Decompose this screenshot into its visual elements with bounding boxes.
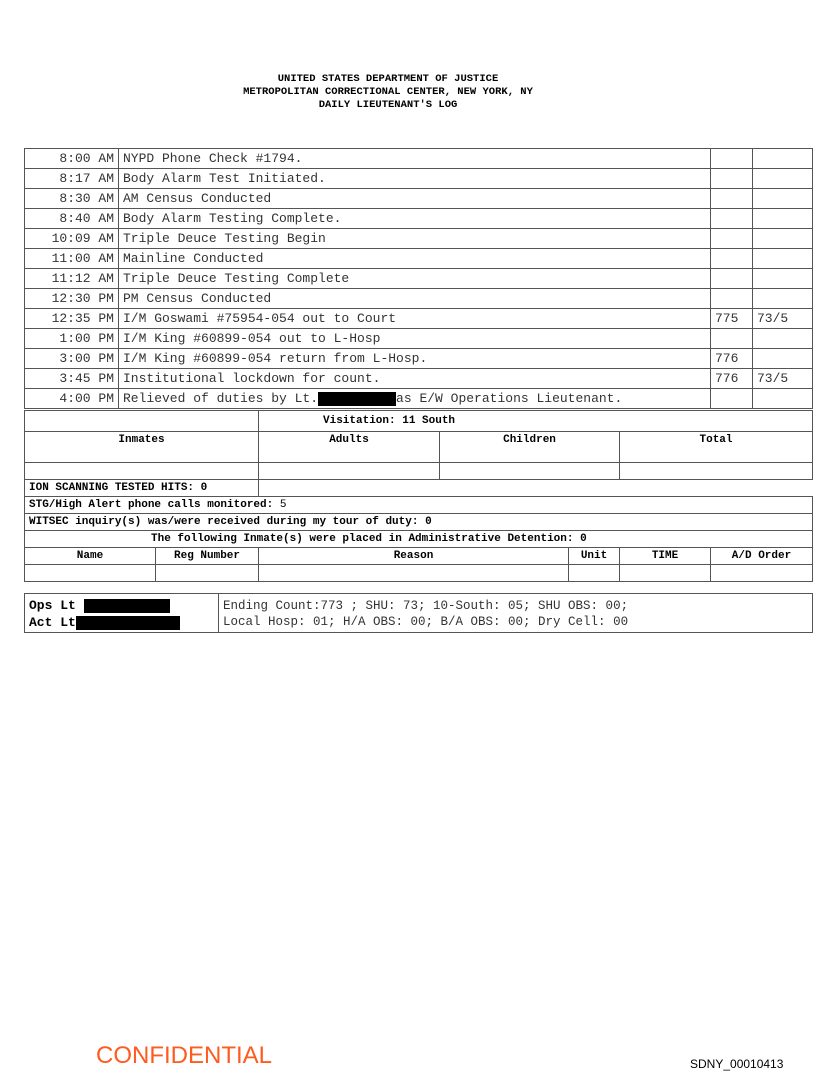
admin-cell bbox=[569, 565, 620, 582]
admin-cell bbox=[620, 565, 711, 582]
log-count bbox=[711, 329, 753, 349]
log-shu bbox=[753, 169, 813, 189]
log-shu bbox=[753, 389, 813, 409]
log-shu bbox=[753, 329, 813, 349]
visitation-header-adults: Adults bbox=[259, 432, 440, 463]
log-description: I/M King #60899-054 out to L-Hosp bbox=[119, 329, 711, 349]
log-row bbox=[25, 369, 813, 389]
log-row-relieved bbox=[25, 389, 813, 409]
redaction-bar bbox=[84, 599, 170, 613]
log-shu: 73/5 bbox=[753, 369, 813, 389]
relieved-prefix: Relieved of duties by Lt. bbox=[123, 391, 319, 406]
log-row bbox=[25, 189, 813, 209]
log-row bbox=[25, 329, 813, 349]
log-row bbox=[25, 169, 813, 189]
log-time: 11:12 AM bbox=[25, 269, 119, 289]
log-count bbox=[711, 389, 753, 409]
ion-scanning: ION SCANNING TESTED HITS: 0 bbox=[25, 480, 259, 497]
log-row bbox=[25, 289, 813, 309]
log-description: NYPD Phone Check #1794. bbox=[119, 149, 711, 169]
visitation-left-blank bbox=[25, 411, 259, 432]
admin-header-unit: Unit bbox=[569, 548, 620, 565]
visitation-header-total: Total bbox=[620, 432, 813, 463]
log-description: Institutional lockdown for count. bbox=[119, 369, 711, 389]
log-time: 11:00 AM bbox=[25, 249, 119, 269]
admin-header-name: Name bbox=[25, 548, 156, 565]
ending-count bbox=[219, 594, 813, 633]
redaction-bar bbox=[76, 616, 180, 630]
log-shu bbox=[753, 269, 813, 289]
log-row bbox=[25, 209, 813, 229]
bates-number: SDNY_00010413 bbox=[690, 1057, 784, 1071]
admin-header-time: TIME bbox=[620, 548, 711, 565]
header-line-2: METROPOLITAN CORRECTIONAL CENTER, NEW YORK, NY bbox=[243, 86, 533, 98]
stg-value: 5 bbox=[279, 499, 287, 511]
visitation-cell bbox=[259, 463, 440, 480]
admin-title: The following Inmate(s) were placed in Administrative Detention: 0 bbox=[25, 531, 813, 548]
redaction-bar bbox=[318, 392, 396, 406]
ending-count-line-1: Ending Count:773 ; SHU: 73; 10-South: 05; SHU OBS: 00; bbox=[223, 599, 629, 613]
log-shu bbox=[753, 189, 813, 209]
log-count bbox=[711, 269, 753, 289]
log-time: 4:00 PM bbox=[25, 389, 119, 409]
log-body bbox=[25, 149, 813, 389]
stg-row bbox=[25, 497, 813, 514]
admin-header-reg: Reg Number bbox=[156, 548, 259, 565]
visitation-header-children: Children bbox=[440, 432, 620, 463]
log-time: 1:00 PM bbox=[25, 329, 119, 349]
log-count bbox=[711, 229, 753, 249]
log-row bbox=[25, 149, 813, 169]
visitation-header-inmates: Inmates bbox=[25, 432, 259, 463]
log-time: 8:40 AM bbox=[25, 209, 119, 229]
log-shu bbox=[753, 209, 813, 229]
log-time: 12:35 PM bbox=[25, 309, 119, 329]
admin-cell bbox=[156, 565, 259, 582]
log-count bbox=[711, 189, 753, 209]
log-description bbox=[119, 389, 711, 409]
log-description: Triple Deuce Testing Begin bbox=[119, 229, 711, 249]
log-table bbox=[24, 148, 813, 409]
admin-cell bbox=[711, 565, 813, 582]
log-time: 8:30 AM bbox=[25, 189, 119, 209]
relieved-suffix: as E/W Operations Lieutenant. bbox=[396, 391, 623, 406]
log-time: 3:00 PM bbox=[25, 349, 119, 369]
visitation-cell bbox=[25, 463, 259, 480]
log-shu bbox=[753, 249, 813, 269]
admin-cell bbox=[259, 565, 569, 582]
visitation-cell bbox=[620, 463, 813, 480]
log-count: 776 bbox=[711, 349, 753, 369]
witsec-row: WITSEC inquiry(s) was/were received during my tour of duty: 0 bbox=[25, 514, 813, 531]
log-shu: 73/5 bbox=[753, 309, 813, 329]
log-shu bbox=[753, 289, 813, 309]
ops-lt-label: Ops Lt bbox=[29, 598, 76, 613]
log-description: Triple Deuce Testing Complete bbox=[119, 269, 711, 289]
log-time: 3:45 PM bbox=[25, 369, 119, 389]
log-count: 776 bbox=[711, 369, 753, 389]
log-shu bbox=[753, 349, 813, 369]
stg-label: STG/High Alert phone calls monitored: bbox=[29, 499, 274, 511]
ion-blank bbox=[259, 480, 813, 497]
log-count bbox=[711, 249, 753, 269]
log-count bbox=[711, 209, 753, 229]
log-description: Body Alarm Test Initiated. bbox=[119, 169, 711, 189]
admin-header-order: A/D Order bbox=[711, 548, 813, 565]
log-count bbox=[711, 289, 753, 309]
log-row bbox=[25, 349, 813, 369]
signoff-table bbox=[24, 593, 813, 633]
log-shu bbox=[753, 149, 813, 169]
log-count bbox=[711, 169, 753, 189]
header-line-3: DAILY LIEUTENANT'S LOG bbox=[318, 99, 458, 111]
document-header bbox=[0, 73, 776, 112]
visitation-title: Visitation: 11 South bbox=[259, 411, 813, 432]
log-description: Body Alarm Testing Complete. bbox=[119, 209, 711, 229]
log-row bbox=[25, 269, 813, 289]
admin-header-reason: Reason bbox=[259, 548, 569, 565]
act-lt-label: Act Lt bbox=[29, 615, 76, 630]
visitation-cell bbox=[440, 463, 620, 480]
summary-table bbox=[24, 479, 813, 582]
signoff-names bbox=[25, 594, 219, 633]
log-description: Mainline Conducted bbox=[119, 249, 711, 269]
log-description: I/M Goswami #75954-054 out to Court bbox=[119, 309, 711, 329]
log-description: PM Census Conducted bbox=[119, 289, 711, 309]
log-shu bbox=[753, 229, 813, 249]
log-time: 8:00 AM bbox=[25, 149, 119, 169]
log-time: 10:09 AM bbox=[25, 229, 119, 249]
confidential-stamp: CONFIDENTIAL bbox=[96, 1042, 273, 1069]
log-count: 775 bbox=[711, 309, 753, 329]
log-description: AM Census Conducted bbox=[119, 189, 711, 209]
log-time: 8:17 AM bbox=[25, 169, 119, 189]
admin-cell bbox=[25, 565, 156, 582]
log-row bbox=[25, 249, 813, 269]
ending-count-line-2: Local Hosp: 01; H/A OBS: 00; B/A OBS: 00; Dry Cell: 00 bbox=[223, 615, 629, 629]
log-description: I/M King #60899-054 return from L-Hosp. bbox=[119, 349, 711, 369]
log-count bbox=[711, 149, 753, 169]
log-row bbox=[25, 309, 813, 329]
visitation-table bbox=[24, 410, 813, 480]
header-line-1: UNITED STATES DEPARTMENT OF JUSTICE bbox=[277, 73, 499, 85]
log-row bbox=[25, 229, 813, 249]
log-time: 12:30 PM bbox=[25, 289, 119, 309]
